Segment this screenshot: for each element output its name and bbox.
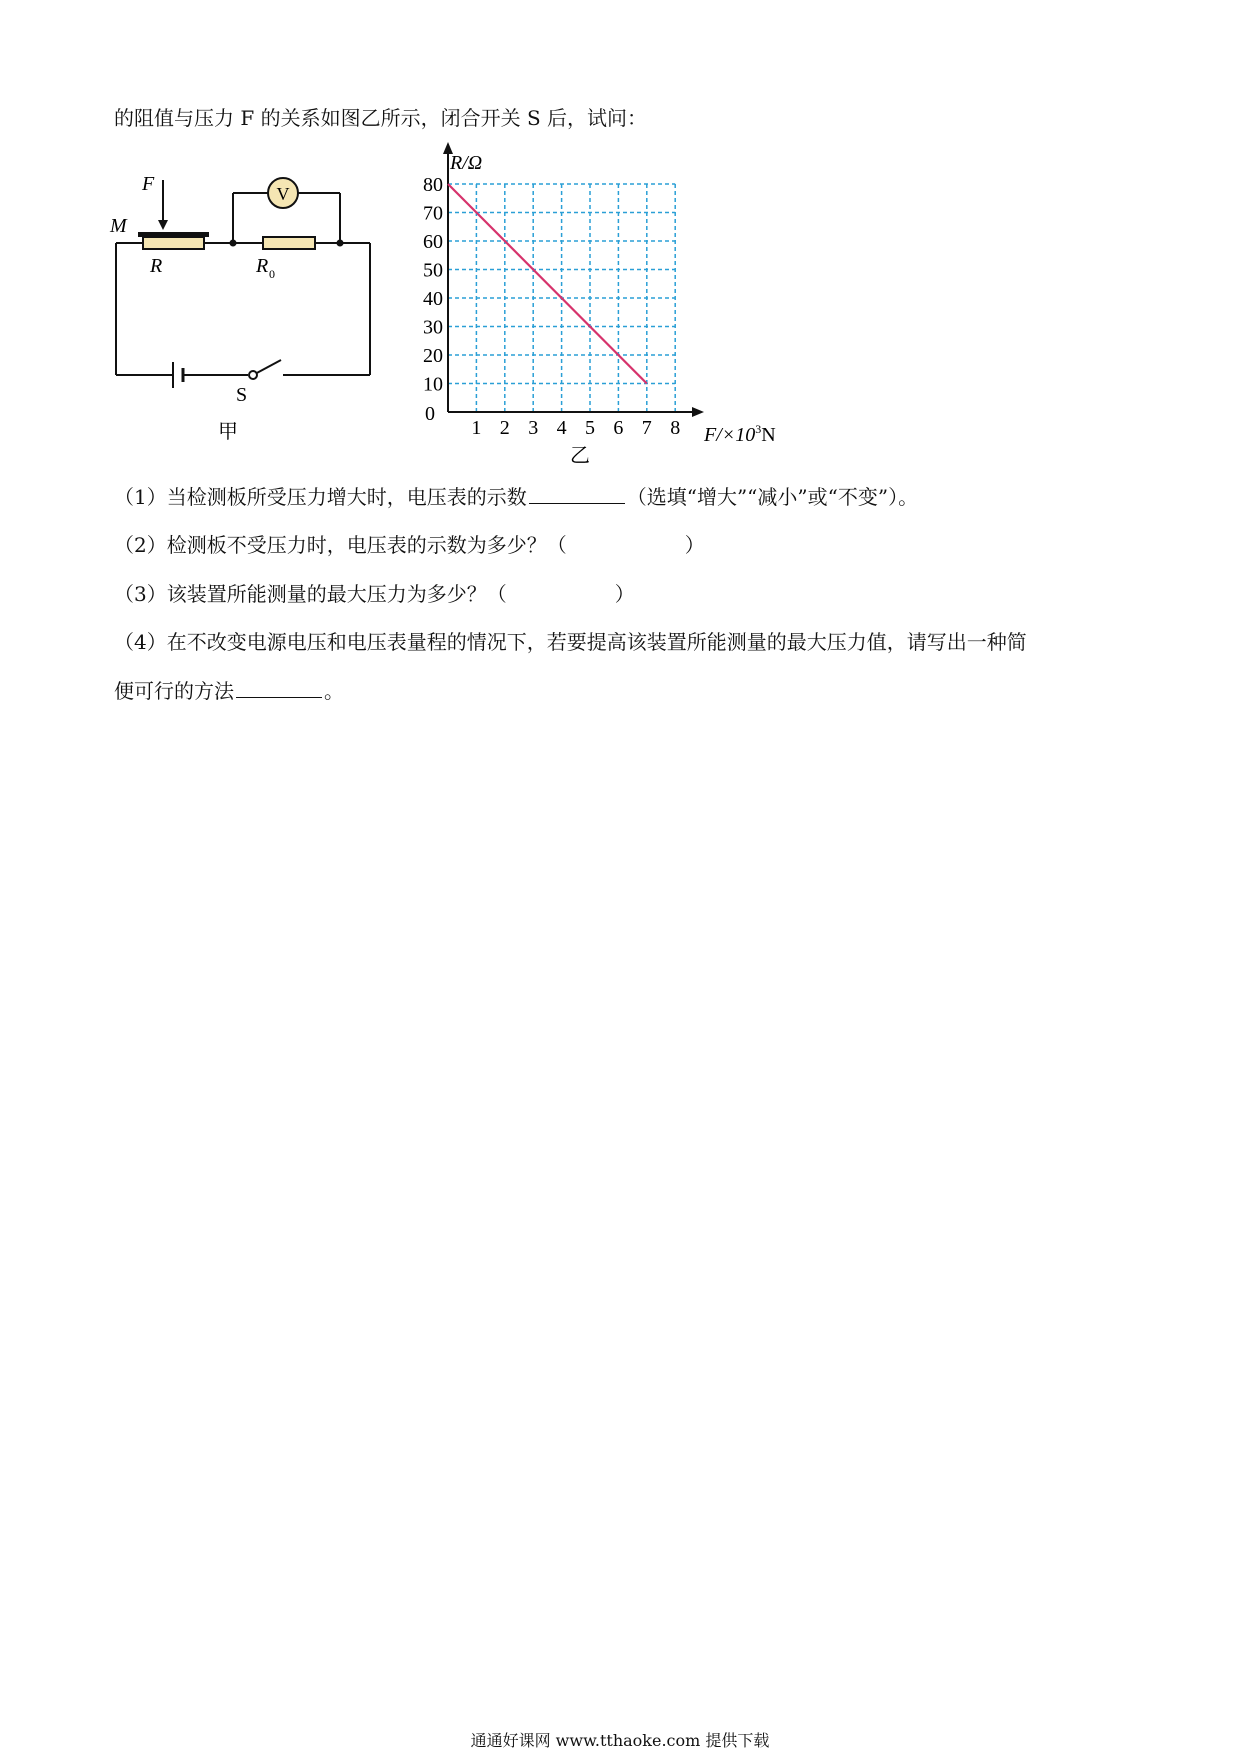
y-tick-label: 20: [423, 345, 443, 367]
y-tick-label: 50: [423, 259, 443, 282]
q1-answer-blank[interactable]: [529, 483, 625, 504]
y-tick-label: 40: [423, 288, 443, 310]
q4-answer-blank[interactable]: [236, 677, 322, 698]
q3-suffix: ）: [614, 582, 635, 606]
graph-ticks: [423, 174, 680, 439]
circuit-caption: 甲: [218, 421, 238, 443]
intro-text: 的阻值与压力 F 的关系如图乙所示，闭合开关 S 后，试问：: [114, 106, 648, 130]
y-tick-label: 30: [423, 316, 443, 339]
graph-series: [448, 184, 647, 384]
y-tick-label: 10: [423, 373, 443, 396]
question-2: [114, 531, 705, 559]
x-tick-label: 6: [613, 417, 624, 439]
x-tick-label: 3: [528, 417, 539, 439]
x-axis-arrow: [692, 407, 704, 417]
q2-prefix: （2）检测板不受压力时，电压表的示数为多少？（: [114, 533, 567, 557]
graph-caption: 乙: [570, 445, 590, 467]
x-axis-label-suffix: N: [761, 424, 776, 446]
y-tick-label: 70: [423, 202, 443, 225]
resistor-r0-label: R: [256, 255, 269, 277]
x-tick-label: 1: [471, 417, 482, 439]
x-tick-label: 8: [670, 417, 681, 439]
y-tick-label: 60: [423, 231, 443, 253]
question-3: [114, 580, 635, 608]
resistor-r-label: R: [150, 255, 163, 277]
resistor-r: [143, 237, 204, 249]
resistance-force-graph: [408, 140, 808, 470]
x-axis-label-prefix: F/×10: [704, 424, 756, 446]
x-axis-label: [703, 422, 776, 446]
resistor-r0-subscript: 0: [269, 267, 275, 281]
x-axis-label-sup: 3: [755, 422, 762, 436]
y-axis-label: R/Ω: [450, 152, 483, 174]
footer-text: 通通好课网 www.tthaoke.com 提供下载: [470, 1731, 770, 1750]
x-tick-label: 7: [641, 417, 652, 439]
x-tick-label: 4: [556, 417, 567, 439]
plate-label: M: [110, 215, 127, 237]
q2-suffix: ）: [684, 533, 705, 557]
origin-label: 0: [425, 403, 435, 425]
switch-label: S: [236, 384, 248, 406]
resistor-r0: [263, 237, 315, 249]
q4-suffix: 。: [324, 679, 344, 703]
circuit-diagram: [108, 150, 388, 450]
x-tick-label: 2: [499, 417, 510, 439]
q1-prefix: （1）当检测板所受压力增大时，电压表的示数: [114, 485, 527, 509]
series-line: [448, 184, 647, 384]
detection-plate: [138, 232, 209, 237]
graph-axes: [443, 142, 704, 417]
question-1: [114, 483, 918, 511]
voltmeter-label: V: [276, 184, 290, 204]
q1-suffix: （选填“增大”“减小”或“不变”）。: [626, 485, 919, 509]
x-tick-label: 5: [585, 417, 595, 439]
force-label: F: [142, 173, 155, 195]
y-tick-label: 80: [423, 174, 443, 196]
q4-prefix: 便可行的方法: [114, 679, 234, 703]
q3-prefix: （3）该装置所能测量的最大压力为多少？（: [114, 582, 507, 606]
question-4-line-1: （4）在不改变电源电压和电压表量程的情况下，若要提高该装置所能测量的最大压力值，请写出一种简: [114, 630, 1027, 654]
question-4-line-2: [114, 677, 344, 705]
